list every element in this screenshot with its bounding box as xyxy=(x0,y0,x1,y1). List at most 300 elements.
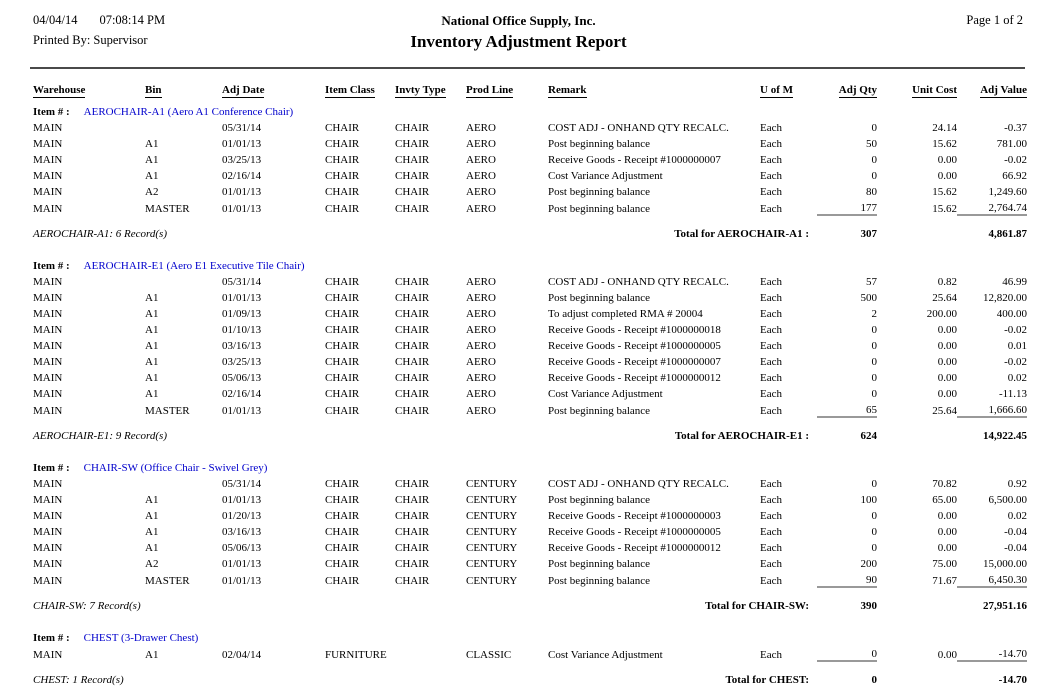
cell-remark: Cost Variance Adjustment xyxy=(548,649,663,661)
cell-invty-type: CHAIR xyxy=(395,170,430,182)
cell-adj-date: 01/01/13 xyxy=(222,575,262,587)
cell-warehouse: MAIN xyxy=(33,494,63,506)
cell-prod-line: CENTURY xyxy=(466,558,518,570)
cell-unit-cost: 15.62 xyxy=(932,186,957,198)
cell-unit-cost: 0.00 xyxy=(937,510,957,522)
cell-adj-value: -0.02 xyxy=(1004,154,1027,166)
cell-adj-value: -0.37 xyxy=(1004,122,1027,134)
table-row xyxy=(33,304,1027,320)
total-label: Total for AEROCHAIR-A1 : xyxy=(674,228,809,240)
total-adj-value: 4,861.87 xyxy=(957,215,1027,240)
cell-adj-qty: 0 xyxy=(871,388,877,400)
cell-unit-cost: 0.00 xyxy=(937,526,957,538)
cell-unit-cost: 65.00 xyxy=(932,494,957,506)
cell-prod-line: AERO xyxy=(466,372,496,384)
cell-adj-value: -0.02 xyxy=(1004,324,1027,336)
cell-bin: A1 xyxy=(145,494,159,506)
cell-uofm: Each xyxy=(760,308,782,320)
cell-unit-cost: 200.00 xyxy=(926,308,957,320)
cell-bin: A1 xyxy=(145,388,159,400)
table-row xyxy=(33,522,1027,538)
cell-adj-qty: 100 xyxy=(860,494,877,506)
cell-adj-qty: 0 xyxy=(871,356,877,368)
header-rule xyxy=(30,67,1025,69)
cell-adj-qty: 0 xyxy=(871,372,877,384)
cell-adj-value: 6,450.30 xyxy=(988,574,1027,586)
cell-warehouse: MAIN xyxy=(33,122,63,134)
cell-adj-qty: 0 xyxy=(871,122,877,134)
cell-adj-value: 12,820.00 xyxy=(983,292,1027,304)
cell-prod-line: CENTURY xyxy=(466,510,518,522)
cell-unit-cost: 0.82 xyxy=(937,276,957,288)
cell-adj-date: 01/09/13 xyxy=(222,308,262,320)
cell-adj-value: 15,000.00 xyxy=(983,558,1027,570)
cell-item-class: CHAIR xyxy=(325,405,360,417)
cell-uofm: Each xyxy=(760,478,782,490)
item-number-label: Item # : xyxy=(33,462,70,474)
cell-unit-cost: 0.00 xyxy=(937,324,957,336)
cell-adj-value: 0.02 xyxy=(1007,510,1027,522)
cell-warehouse: MAIN xyxy=(33,510,63,522)
cell-uofm: Each xyxy=(760,138,782,150)
table-row xyxy=(33,166,1027,182)
cell-uofm: Each xyxy=(760,542,782,554)
cell-warehouse: MAIN xyxy=(33,203,63,215)
cell-bin: MASTER xyxy=(145,405,190,417)
cell-item-class: CHAIR xyxy=(325,186,360,198)
table-row xyxy=(33,368,1027,384)
cell-invty-type: CHAIR xyxy=(395,122,430,134)
item-header-cell xyxy=(33,622,1027,644)
item-header-cell xyxy=(33,250,1027,272)
cell-adj-date: 02/16/14 xyxy=(222,388,262,400)
cell-invty-type: CHAIR xyxy=(395,542,430,554)
print-info xyxy=(33,13,165,48)
table-row xyxy=(33,134,1027,150)
cell-item-class: CHAIR xyxy=(325,372,360,384)
total-unit-cost-spacer xyxy=(877,417,957,442)
cell-adj-qty: 0 xyxy=(871,510,877,522)
total-adj-qty: 390 xyxy=(817,587,877,612)
cell-warehouse: MAIN xyxy=(33,324,63,336)
cell-item-class: CHAIR xyxy=(325,340,360,352)
cell-bin: A1 xyxy=(145,138,159,150)
cell-prod-line: AERO xyxy=(466,276,496,288)
group-spacer-cell xyxy=(33,612,1027,622)
cell-adj-qty: 90 xyxy=(866,574,877,586)
cell-warehouse: MAIN xyxy=(33,308,63,320)
cell-uofm: Each xyxy=(760,388,782,400)
record-count: CHEST: 1 Record(s) xyxy=(33,674,124,686)
cell-remark: Post beginning balance xyxy=(548,186,651,198)
cell-warehouse: MAIN xyxy=(33,154,63,166)
cell-invty-type: CHAIR xyxy=(395,526,430,538)
group-footer-row xyxy=(33,417,1027,442)
cell-item-class: CHAIR xyxy=(325,203,360,215)
cell-adj-qty: 0 xyxy=(871,526,877,538)
cell-bin: A1 xyxy=(145,510,159,522)
cell-unit-cost: 25.64 xyxy=(932,405,957,417)
cell-uofm: Each xyxy=(760,356,782,368)
cell-bin: A1 xyxy=(145,372,159,384)
cell-adj-value: 2,764.74 xyxy=(988,202,1027,214)
cell-unit-cost: 15.62 xyxy=(932,203,957,215)
cell-adj-value: 6,500.00 xyxy=(988,494,1027,506)
cell-prod-line: AERO xyxy=(466,324,496,336)
cell-invty-type: CHAIR xyxy=(395,276,430,288)
cell-prod-line: AERO xyxy=(466,186,496,198)
cell-invty-type: CHAIR xyxy=(395,356,430,368)
cell-unit-cost: 0.00 xyxy=(937,649,957,661)
cell-invty-type: CHAIR xyxy=(395,405,430,417)
cell-bin: A1 xyxy=(145,542,159,554)
cell-warehouse: MAIN xyxy=(33,388,63,400)
cell-uofm: Each xyxy=(760,276,782,288)
cell-adj-date: 02/04/14 xyxy=(222,649,262,661)
cell-prod-line: AERO xyxy=(466,122,496,134)
cell-bin xyxy=(145,474,222,490)
total-label: Total for CHEST: xyxy=(725,674,809,686)
cell-warehouse: MAIN xyxy=(33,170,63,182)
cell-invty-type: CHAIR xyxy=(395,558,430,570)
cell-item-class: CHAIR xyxy=(325,122,360,134)
cell-uofm: Each xyxy=(760,186,782,198)
item-number-label: Item # : xyxy=(33,632,70,644)
cell-adj-date: 05/31/14 xyxy=(222,478,262,490)
cell-remark: COST ADJ - ONHAND QTY RECALC. xyxy=(548,276,729,288)
total-adj-value: 14,922.45 xyxy=(957,417,1027,442)
cell-warehouse: MAIN xyxy=(33,138,63,150)
cell-invty-type: CHAIR xyxy=(395,154,430,166)
table-row xyxy=(33,644,1027,661)
cell-remark: To adjust completed RMA # 20004 xyxy=(548,308,703,320)
cell-invty-type: CHAIR xyxy=(395,388,430,400)
cell-item-class: CHAIR xyxy=(325,478,360,490)
total-label: Total for AEROCHAIR-E1 : xyxy=(674,430,809,442)
table-row xyxy=(33,182,1027,198)
group-spacer-row xyxy=(33,612,1027,622)
item-header-row xyxy=(33,622,1027,644)
cell-adj-value: 0.02 xyxy=(1007,372,1027,384)
cell-remark: Post beginning balance xyxy=(548,292,651,304)
cell-bin: A1 xyxy=(145,526,159,538)
cell-item-class: CHAIR xyxy=(325,138,360,150)
table-row xyxy=(33,352,1027,368)
table-row xyxy=(33,506,1027,522)
printed-by-label: Printed By: xyxy=(33,33,91,47)
cell-prod-line: AERO xyxy=(466,154,496,166)
total-label: Total for CHAIR-SW: xyxy=(705,600,809,612)
cell-invty-type: CHAIR xyxy=(395,308,430,320)
group-spacer-row xyxy=(33,240,1027,250)
cell-warehouse: MAIN xyxy=(33,292,63,304)
cell-adj-value: 1,249.60 xyxy=(988,186,1027,198)
item-header-cell xyxy=(33,452,1027,474)
cell-adj-qty: 50 xyxy=(866,138,877,150)
cell-remark: Receive Goods - Receipt #1000000005 xyxy=(548,340,721,352)
total-adj-qty: 307 xyxy=(817,215,877,240)
table-row xyxy=(33,384,1027,400)
report-title: Inventory Adjustment Report xyxy=(410,32,627,51)
cell-unit-cost: 0.00 xyxy=(937,170,957,182)
cell-adj-qty: 0 xyxy=(871,154,877,166)
cell-remark: Post beginning balance xyxy=(548,494,651,506)
cell-adj-qty: 65 xyxy=(866,404,877,416)
cell-warehouse: MAIN xyxy=(33,372,63,384)
cell-prod-line: CENTURY xyxy=(466,542,518,554)
report-header xyxy=(0,0,1037,60)
column-header-invty-type: Invty Type xyxy=(395,84,446,96)
item-link: CHEST (3-Drawer Chest) xyxy=(83,632,199,644)
cell-item-class: CHAIR xyxy=(325,292,360,304)
cell-adj-date: 03/25/13 xyxy=(222,356,262,368)
cell-remark: Post beginning balance xyxy=(548,575,651,587)
cell-warehouse: MAIN xyxy=(33,186,63,198)
table-row xyxy=(33,554,1027,570)
cell-remark: Receive Goods - Receipt #1000000007 xyxy=(548,356,721,368)
total-adj-value: 27,951.16 xyxy=(957,587,1027,612)
cell-adj-value: 66.92 xyxy=(1002,170,1027,182)
adjustment-table xyxy=(33,77,1027,686)
cell-item-class: CHAIR xyxy=(325,526,360,538)
cell-uofm: Each xyxy=(760,575,782,587)
group-spacer-row xyxy=(33,442,1027,452)
cell-invty-type: CHAIR xyxy=(395,575,430,587)
cell-invty-type: CHAIR xyxy=(395,478,430,490)
cell-prod-line: CLASSIC xyxy=(466,649,512,661)
cell-bin: A2 xyxy=(145,558,159,570)
cell-unit-cost: 71.67 xyxy=(932,575,957,587)
item-header-row xyxy=(33,96,1027,118)
table-row xyxy=(33,538,1027,554)
cell-prod-line: CENTURY xyxy=(466,494,518,506)
cell-uofm: Each xyxy=(760,494,782,506)
cell-unit-cost: 24.14 xyxy=(932,122,957,134)
cell-prod-line: AERO xyxy=(466,388,496,400)
cell-adj-date: 01/01/13 xyxy=(222,203,262,215)
cell-adj-qty: 57 xyxy=(866,276,877,288)
cell-remark: COST ADJ - ONHAND QTY RECALC. xyxy=(548,478,729,490)
cell-adj-date: 05/31/14 xyxy=(222,276,262,288)
cell-item-class: CHAIR xyxy=(325,324,360,336)
table-row xyxy=(33,272,1027,288)
cell-bin: A1 xyxy=(145,292,159,304)
cell-invty-type: CHAIR xyxy=(395,510,430,522)
cell-remark: Receive Goods - Receipt #1000000012 xyxy=(548,542,721,554)
group-footer-row xyxy=(33,215,1027,240)
cell-remark: Receive Goods - Receipt #1000000003 xyxy=(548,510,721,522)
cell-remark: COST ADJ - ONHAND QTY RECALC. xyxy=(548,122,729,134)
cell-warehouse: MAIN xyxy=(33,356,63,368)
print-time: 07:08:14 PM xyxy=(99,13,166,27)
total-unit-cost-spacer xyxy=(877,661,957,686)
cell-adj-value: 781.00 xyxy=(996,138,1027,150)
cell-unit-cost: 0.00 xyxy=(937,356,957,368)
printed-by xyxy=(33,33,165,48)
cell-adj-date: 05/06/13 xyxy=(222,542,262,554)
cell-adj-qty: 0 xyxy=(871,324,877,336)
table-row xyxy=(33,320,1027,336)
cell-adj-date: 01/01/13 xyxy=(222,186,262,198)
item-link: AEROCHAIR-A1 (Aero A1 Conference Chair) xyxy=(83,106,294,118)
cell-unit-cost: 75.00 xyxy=(932,558,957,570)
cell-bin: A1 xyxy=(145,649,159,661)
cell-warehouse: MAIN xyxy=(33,542,63,554)
column-header-adj-date: Adj Date xyxy=(222,84,265,96)
total-adj-value: -14.70 xyxy=(957,661,1027,686)
cell-bin xyxy=(145,272,222,288)
cell-prod-line: AERO xyxy=(466,340,496,352)
cell-uofm: Each xyxy=(760,405,782,417)
cell-adj-date: 01/01/13 xyxy=(222,494,262,506)
cell-bin: MASTER xyxy=(145,203,190,215)
cell-item-class: CHAIR xyxy=(325,494,360,506)
cell-adj-qty: 200 xyxy=(860,558,877,570)
cell-remark: Post beginning balance xyxy=(548,203,651,215)
cell-item-class: CHAIR xyxy=(325,276,360,288)
record-count: AEROCHAIR-E1: 9 Record(s) xyxy=(33,430,167,442)
cell-adj-date: 03/16/13 xyxy=(222,340,262,352)
cell-prod-line: CENTURY xyxy=(466,575,518,587)
cell-remark: Post beginning balance xyxy=(548,405,651,417)
cell-prod-line: AERO xyxy=(466,356,496,368)
cell-unit-cost: 70.82 xyxy=(932,478,957,490)
column-header-bin: Bin xyxy=(145,84,162,96)
cell-warehouse: MAIN xyxy=(33,276,63,288)
cell-adj-date: 01/20/13 xyxy=(222,510,262,522)
column-header-item-class: Item Class xyxy=(325,84,375,96)
cell-adj-date: 01/01/13 xyxy=(222,138,262,150)
cell-prod-line: AERO xyxy=(466,203,496,215)
item-header-cell xyxy=(33,96,1027,118)
cell-warehouse: MAIN xyxy=(33,526,63,538)
cell-remark: Receive Goods - Receipt #1000000005 xyxy=(548,526,721,538)
cell-adj-qty: 0 xyxy=(871,648,877,660)
table-row xyxy=(33,288,1027,304)
cell-invty-type: CHAIR xyxy=(395,324,430,336)
cell-unit-cost: 0.00 xyxy=(937,340,957,352)
cell-warehouse: MAIN xyxy=(33,405,63,417)
cell-uofm: Each xyxy=(760,340,782,352)
cell-adj-date: 02/16/14 xyxy=(222,170,262,182)
cell-bin: A1 xyxy=(145,324,159,336)
cell-item-class: CHAIR xyxy=(325,356,360,368)
cell-prod-line: AERO xyxy=(466,308,496,320)
cell-remark: Post beginning balance xyxy=(548,138,651,150)
cell-prod-line: AERO xyxy=(466,170,496,182)
cell-invty-type: CHAIR xyxy=(395,494,430,506)
printed-by-value: Supervisor xyxy=(93,33,148,47)
cell-unit-cost: 0.00 xyxy=(937,372,957,384)
cell-adj-qty: 500 xyxy=(860,292,877,304)
cell-adj-date: 01/10/13 xyxy=(222,324,262,336)
cell-remark: Cost Variance Adjustment xyxy=(548,170,663,182)
item-header-row xyxy=(33,452,1027,474)
cell-adj-qty: 0 xyxy=(871,340,877,352)
column-header-prod-line: Prod Line xyxy=(466,84,514,96)
item-link: AEROCHAIR-E1 (Aero E1 Executive Tile Chair) xyxy=(83,260,305,272)
cell-invty-type: CHAIR xyxy=(395,372,430,384)
cell-adj-value: 0.92 xyxy=(1007,478,1027,490)
company-name: National Office Supply, Inc. xyxy=(441,13,596,28)
cell-adj-value: -11.13 xyxy=(998,388,1027,400)
cell-item-class: CHAIR xyxy=(325,170,360,182)
cell-prod-line: AERO xyxy=(466,292,496,304)
cell-bin: A1 xyxy=(145,170,159,182)
cell-adj-qty: 0 xyxy=(871,170,877,182)
cell-invty-type xyxy=(395,644,466,661)
cell-uofm: Each xyxy=(760,324,782,336)
column-header-unit-cost: Unit Cost xyxy=(912,84,957,96)
cell-invty-type: CHAIR xyxy=(395,203,430,215)
cell-bin: A1 xyxy=(145,154,159,166)
cell-adj-qty: 177 xyxy=(860,202,877,214)
cell-uofm: Each xyxy=(760,154,782,166)
print-date: 04/04/14 xyxy=(33,13,78,27)
group-footer-row xyxy=(33,661,1027,686)
cell-item-class: CHAIR xyxy=(325,575,360,587)
cell-warehouse: MAIN xyxy=(33,649,63,661)
cell-adj-value: 0.01 xyxy=(1007,340,1027,352)
cell-item-class: CHAIR xyxy=(325,510,360,522)
cell-item-class: CHAIR xyxy=(325,154,360,166)
cell-item-class: CHAIR xyxy=(325,308,360,320)
cell-adj-qty: 0 xyxy=(871,478,877,490)
cell-adj-value: -0.02 xyxy=(1004,356,1027,368)
group-footer-row xyxy=(33,587,1027,612)
cell-unit-cost: 0.00 xyxy=(937,542,957,554)
cell-uofm: Each xyxy=(760,372,782,384)
record-count: AEROCHAIR-A1: 6 Record(s) xyxy=(33,228,167,240)
total-unit-cost-spacer xyxy=(877,587,957,612)
cell-prod-line: CENTURY xyxy=(466,526,518,538)
cell-adj-value: 1,666.60 xyxy=(988,404,1027,416)
cell-item-class: CHAIR xyxy=(325,388,360,400)
cell-warehouse: MAIN xyxy=(33,575,63,587)
cell-remark: Receive Goods - Receipt #1000000012 xyxy=(548,372,721,384)
cell-adj-date: 03/16/13 xyxy=(222,526,262,538)
cell-unit-cost: 0.00 xyxy=(937,388,957,400)
table-row xyxy=(33,490,1027,506)
table-row xyxy=(33,150,1027,166)
cell-warehouse: MAIN xyxy=(33,340,63,352)
page-indicator: Page 1 of 2 xyxy=(966,13,1023,27)
column-header-remark: Remark xyxy=(548,84,587,96)
cell-adj-qty: 0 xyxy=(871,542,877,554)
cell-remark: Receive Goods - Receipt #1000000007 xyxy=(548,154,721,166)
cell-adj-date: 01/01/13 xyxy=(222,558,262,570)
cell-remark: Post beginning balance xyxy=(548,558,651,570)
group-spacer-cell xyxy=(33,240,1027,250)
cell-prod-line: CENTURY xyxy=(466,478,518,490)
table-row xyxy=(33,198,1027,215)
cell-invty-type: CHAIR xyxy=(395,340,430,352)
column-header-adj-qty: Adj Qty xyxy=(838,84,877,96)
cell-warehouse: MAIN xyxy=(33,478,63,490)
item-link: CHAIR-SW (Office Chair - Swivel Grey) xyxy=(83,462,268,474)
cell-item-class: CHAIR xyxy=(325,542,360,554)
cell-prod-line: AERO xyxy=(466,405,496,417)
cell-uofm: Each xyxy=(760,649,782,661)
table-row xyxy=(33,570,1027,587)
column-header-adj-value: Adj Value xyxy=(980,84,1027,96)
cell-adj-value: 400.00 xyxy=(996,308,1027,320)
cell-remark: Receive Goods - Receipt #1000000018 xyxy=(548,324,721,336)
item-number-label: Item # : xyxy=(33,106,70,118)
cell-uofm: Each xyxy=(760,526,782,538)
cell-adj-value: -0.04 xyxy=(1004,526,1027,538)
cell-adj-date: 05/06/13 xyxy=(222,372,262,384)
